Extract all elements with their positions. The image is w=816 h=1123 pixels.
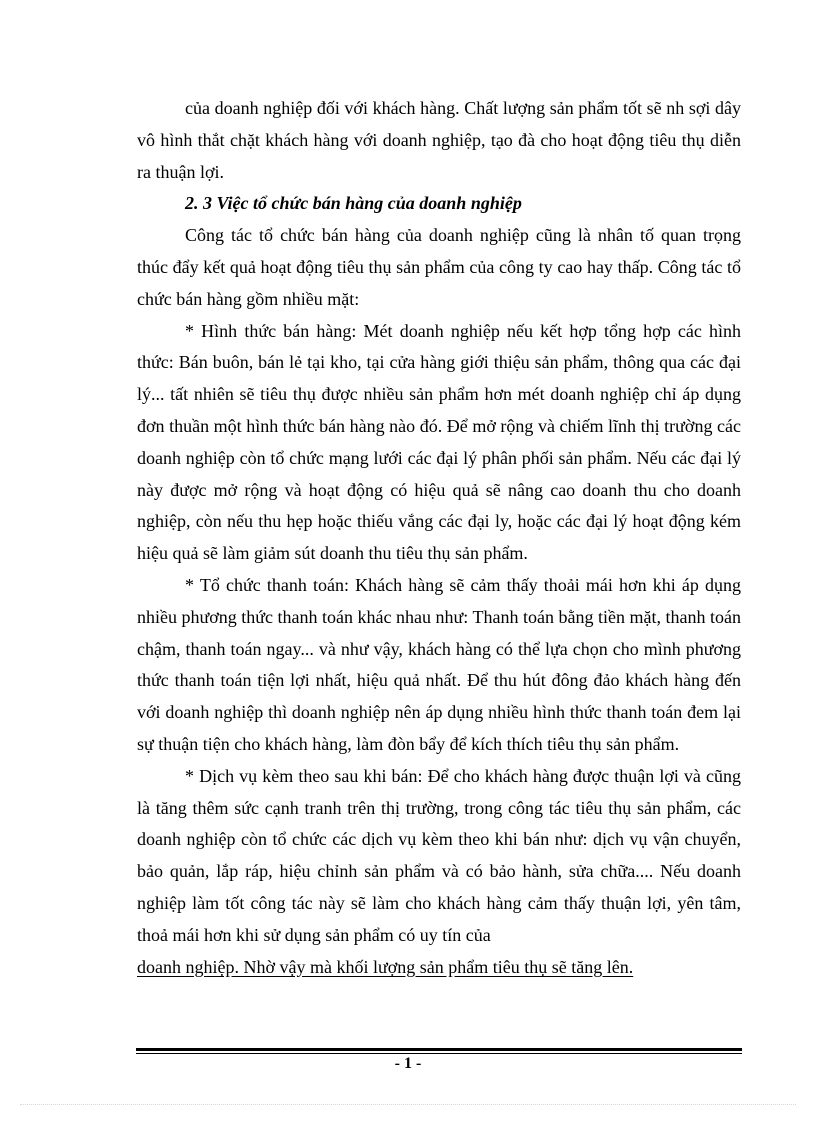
paragraph-after-sales: * Dịch vụ kèm theo sau khi bán: Để cho khách hàng được thuận lợi và cũng là tăng thêm sức cạnh tranh trên thị trường, trong công tác tiêu thụ sản phẩm, các doanh nghiệp còn tổ chức các dịch vụ kèm theo khi bán như: dịch vụ vận chuyển, bảo quản, lắp ráp, hiệu chỉnh sản phẩm và có bảo hành, sửa chữa.... Nếu doanh nghiệp làm tốt công tác này sẽ làm cho khách hàng cảm thấy thuận lợi, yên tâm, thoả mái hơn khi sử dụng sản phẩm có uy tín của xyxy=(137,765,741,945)
paragraph-sales-form: * Hình thức bán hàng: Mét doanh nghiệp nếu kết hợp tổng hợp các hình thức: Bán buôn, bán lẻ tại kho, tại cửa hàng giới thiệu sản phẩm, thông qua các đại lý... tất nhiên sẽ tiêu thụ được nhiều sản phẩm hơn mét doanh nghiệp chỉ áp dụng đơn thuần một hình thức bán hàng nào đó. Để mở rộng và chiếm lĩnh thị trường các doanh nghiệp còn tổ chức mạng lưới các đại lý phân phối sản phẩm. Nếu các đại lý này được mở rộng và hoạt động có hiệu quả sẽ nâng cao doanh thu cho doanh nghiệp, còn nếu thu hẹp hoặc thiếu vắng các đại ly, hoặc các đại lý hoạt động kém hiệu quả sẽ làm giảm sút doanh thu tiêu thụ sản phẩm. xyxy=(137,320,741,564)
section-heading: 2. 3 Việc tổ chức bán hàng của doanh nghiệp xyxy=(185,193,522,214)
document-body xyxy=(137,93,741,983)
page-bottom-divider xyxy=(20,1104,796,1105)
footer-rule-thin xyxy=(136,1053,742,1054)
page-number: - 1 - xyxy=(394,1055,422,1072)
last-line-text: doanh nghiệp. Nhờ vậy mà khối lượng sản phẩm tiêu thụ sẽ tăng lên. xyxy=(137,956,634,977)
paragraph-last-line xyxy=(137,952,741,984)
paragraph-intro: Công tác tổ chức bán hàng của doanh nghiệp cũng là nhân tố quan trọng thúc đẩy kết quả hoạt động tiêu thụ sản phẩm của công ty cao hay thấp. Công tác tổ chức bán hàng gồm nhiều mặt: xyxy=(137,225,741,309)
footer-rule-thick xyxy=(136,1048,742,1051)
paragraph-payment: * Tổ chức thanh toán: Khách hàng sẽ cảm thấy thoải mái hơn khi áp dụng nhiều phương thức thanh toán khác nhau như: Thanh toán bằng tiền mặt, thanh toán chậm, thanh toán ngay... và như vậy, khách hàng có thể lựa chọn cho mình phương thức thanh toán tiện lợi nhất, hiệu quả nhất. Để thu hút đông đảo khách hàng đến với doanh nghiệp thì doanh nghiệp nên áp dụng nhiều hình thức thanh toán đem lại sự thuận tiện cho khách hàng, làm đòn bẩy để kích thích tiêu thụ sản phẩm. xyxy=(137,574,741,754)
paragraph-continuation: của doanh nghiệp đối với khách hàng. Chất lượng sản phẩm tốt sẽ nh sợi dây vô hình thắt chặt khách hàng với doanh nghiệp, tạo đà cho hoạt động tiêu thụ diễn ra thuận lợi. xyxy=(137,98,741,182)
